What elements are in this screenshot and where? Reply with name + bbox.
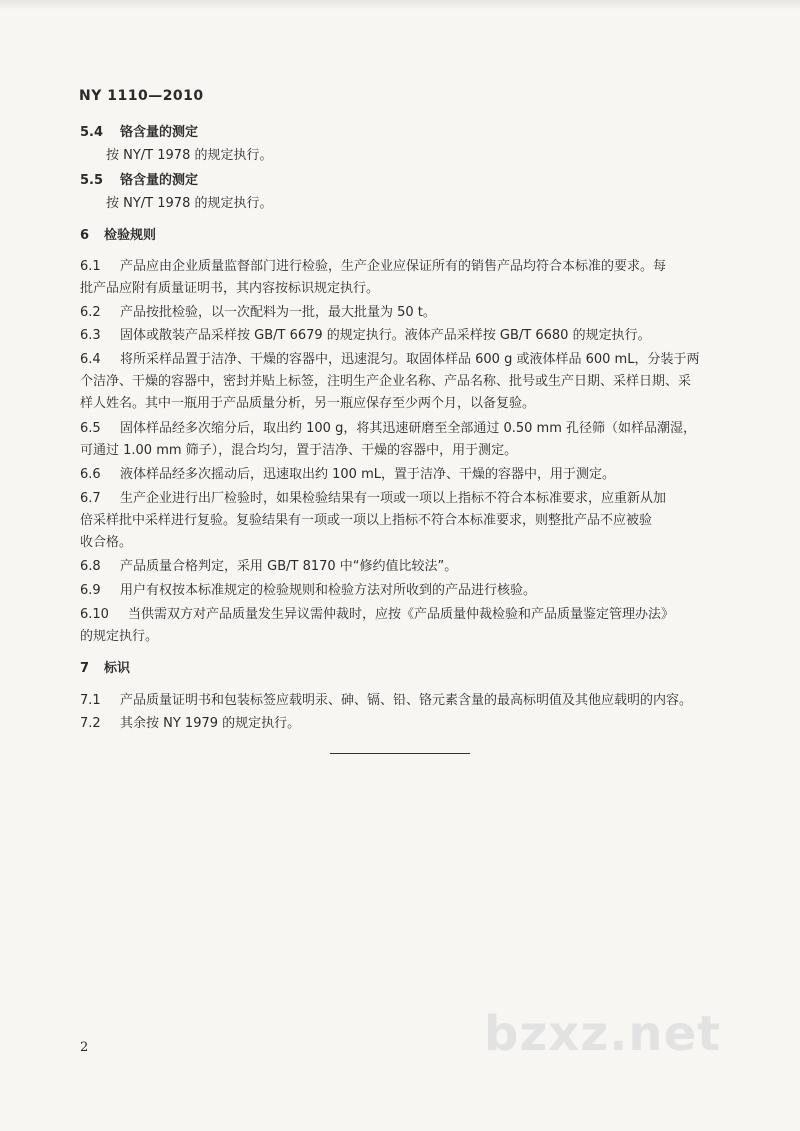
clause-6-10-line-1 bbox=[80, 604, 674, 626]
page-number: 2 bbox=[80, 1040, 89, 1055]
clause-text: 液体样品经多次摇动后，迅速取出约 100 mL，置于洁净、干燥的容器中，用于测定。 bbox=[120, 467, 615, 482]
watermark: bzxz.net bbox=[484, 1006, 722, 1062]
section-number: 7 bbox=[80, 661, 90, 676]
clause-number: 7.1 bbox=[80, 693, 101, 708]
clause-6-7-line-1 bbox=[80, 488, 666, 510]
clause-6-4-line-3: 样人姓名。其中一瓶用于产品质量分析，另一瓶应保存至少两个月，以备复验。 bbox=[80, 396, 536, 411]
clause-text: 固体或散装产品采样按 GB/T 6679 的规定执行。液体产品采样按 GB/T 6680 的规定执行。 bbox=[120, 328, 651, 343]
clause-6-7-line-3: 收合格。 bbox=[80, 535, 133, 550]
clause-text: 产品应由企业质量监督部门进行检验，生产企业应保证所有的销售产品均符合本标准的要求。每 bbox=[120, 259, 667, 274]
end-of-standard-rule bbox=[330, 753, 470, 754]
section-title: 标识 bbox=[104, 661, 131, 676]
section-5-5-heading bbox=[80, 170, 198, 192]
clause-text: 产品按批检验，以一次配料为一批，最大批量为 50 t。 bbox=[120, 305, 436, 320]
clause-number: 6.7 bbox=[80, 491, 101, 506]
clause-text: 其余按 NY 1979 的规定执行。 bbox=[120, 716, 301, 731]
clause-6-8 bbox=[80, 556, 457, 578]
clause-7-2 bbox=[80, 713, 300, 735]
section-number: 5.4 bbox=[80, 125, 104, 140]
section-7-heading bbox=[80, 658, 130, 680]
section-5-4-heading bbox=[80, 122, 198, 144]
clause-number: 7.2 bbox=[80, 716, 101, 731]
section-6-heading bbox=[80, 225, 156, 247]
clause-number: 6.9 bbox=[80, 583, 101, 598]
clause-6-5-line-2: 可通过 1.00 mm 筛子），混合均匀，置于洁净、干燥的容器中，用于测定。 bbox=[80, 443, 518, 458]
clause-text: 将所采样品置于洁净、干燥的容器中，迅速混匀。取固体样品 600 g 或液体样品 600 mL，分装于两 bbox=[120, 352, 700, 367]
clause-text: 当供需双方对产品质量发生异议需仲裁时，应按《产品质量仲裁检验和产品质量鉴定管理办法》 bbox=[128, 607, 675, 622]
clause-6-2 bbox=[80, 302, 436, 324]
clause-number: 6.2 bbox=[80, 305, 101, 320]
scan-top-edge bbox=[0, 0, 800, 10]
clause-number: 6.1 bbox=[80, 259, 101, 274]
clause-text: 固体样品经多次缩分后，取出约 100 g，将其迅速研磨至全部通过 0.50 mm 孔径筛（如样品潮湿， bbox=[120, 421, 696, 436]
clause-text: 产品质量证明书和包装标签应载明汞、砷、镉、铅、铬元素含量的最高标明值及其他应载明的内容。 bbox=[120, 693, 693, 708]
clause-6-1-line-2: 批产品应附有质量证明书，其内容按标识规定执行。 bbox=[80, 281, 380, 296]
clause-7-1 bbox=[80, 690, 692, 712]
clause-number: 6.3 bbox=[80, 328, 101, 343]
section-title: 检验规则 bbox=[104, 228, 157, 243]
clause-6-9 bbox=[80, 580, 536, 602]
clause-number: 6.10 bbox=[80, 607, 109, 622]
section-title: 铬含量的测定 bbox=[120, 173, 199, 188]
clause-text: 产品质量合格判定，采用 GB/T 8170 中“修约值比较法”。 bbox=[120, 559, 458, 574]
clause-text: 生产企业进行出厂检验时，如果检验结果有一项或一项以上指标不符合本标准要求，应重新从加 bbox=[120, 491, 667, 506]
clause-6-10-line-2: 的规定执行。 bbox=[80, 629, 159, 644]
section-5-4-body: 按 NY/T 1978 的规定执行。 bbox=[106, 148, 273, 163]
section-number: 6 bbox=[80, 228, 90, 243]
section-number: 5.5 bbox=[80, 173, 104, 188]
section-5-5-body: 按 NY/T 1978 的规定执行。 bbox=[106, 196, 273, 211]
clause-6-1-line-1 bbox=[80, 256, 666, 278]
standard-code-header: NY 1110—2010 bbox=[79, 88, 204, 104]
clause-number: 6.6 bbox=[80, 467, 101, 482]
clause-number: 6.8 bbox=[80, 559, 101, 574]
clause-number: 6.5 bbox=[80, 421, 101, 436]
clause-number: 6.4 bbox=[80, 352, 101, 367]
clause-6-6 bbox=[80, 464, 615, 486]
clause-6-7-line-2: 倍采样批中采样进行复验。复验结果有一项或一项以上指标不符合本标准要求，则整批产品不应被验 bbox=[80, 513, 653, 528]
clause-6-3 bbox=[80, 325, 651, 347]
section-title: 铬含量的测定 bbox=[120, 125, 199, 140]
clause-text: 用户有权按本标准规定的检验规则和检验方法对所收到的产品进行核验。 bbox=[120, 583, 537, 598]
clause-6-4-line-2: 个洁净、干燥的容器中，密封并贴上标签，注明生产企业名称、产品名称、批号或生产日期、采样日期、采 bbox=[80, 374, 692, 389]
clause-6-5-line-1 bbox=[80, 418, 696, 440]
clause-6-4-line-1 bbox=[80, 349, 699, 371]
